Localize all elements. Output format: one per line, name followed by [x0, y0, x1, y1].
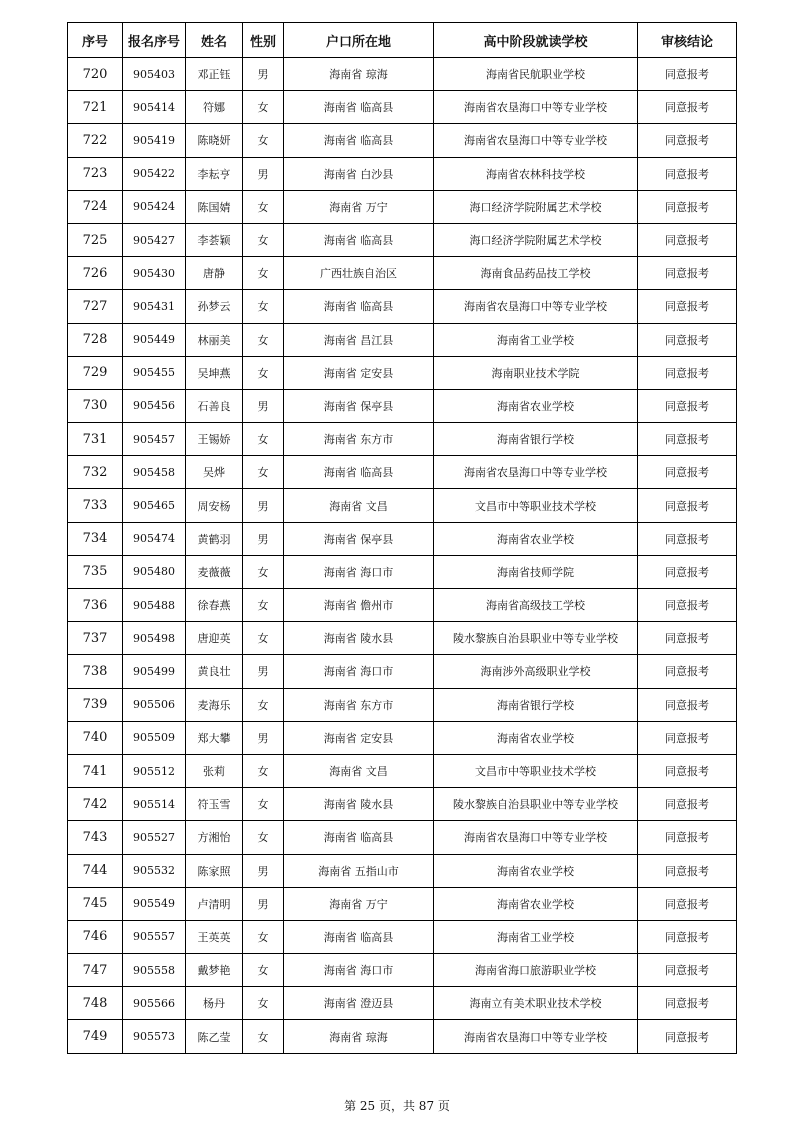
- cell-result: 同意报考: [638, 622, 737, 655]
- table-row: [68, 223, 737, 256]
- cell-gender: 女: [243, 456, 284, 489]
- cell-name: 唐静: [186, 257, 243, 290]
- table-row: [68, 754, 737, 787]
- table-body: [68, 58, 737, 1054]
- table-row: [68, 589, 737, 622]
- cell-gender: 女: [243, 290, 284, 323]
- cell-residence: 海南省 文昌: [284, 754, 434, 787]
- cell-name: 黄良壮: [186, 655, 243, 688]
- cell-school: 海南省农垦海口中等专业学校: [434, 1020, 638, 1053]
- cell-name: 王英英: [186, 920, 243, 953]
- table-row: [68, 124, 737, 157]
- cell-name: 陈国婧: [186, 190, 243, 223]
- cell-reg-no: 905430: [123, 257, 186, 290]
- cell-residence: 海南省 保亭县: [284, 389, 434, 422]
- cell-reg-no: 905532: [123, 854, 186, 887]
- cell-name: 陈晓妍: [186, 124, 243, 157]
- cell-reg-no: 905474: [123, 522, 186, 555]
- cell-seq: 725: [68, 223, 123, 256]
- cell-residence: 广西壮族自治区: [284, 257, 434, 290]
- cell-seq: 731: [68, 423, 123, 456]
- cell-seq: 727: [68, 290, 123, 323]
- cell-seq: 746: [68, 920, 123, 953]
- cell-result: 同意报考: [638, 754, 737, 787]
- cell-residence: 海南省 海口市: [284, 555, 434, 588]
- cell-residence: 海南省 琼海: [284, 1020, 434, 1053]
- cell-residence: 海南省 定安县: [284, 721, 434, 754]
- cell-name: 麦薇薇: [186, 555, 243, 588]
- cell-school: 海南省农业学校: [434, 887, 638, 920]
- cell-gender: 女: [243, 589, 284, 622]
- cell-name: 符娜: [186, 91, 243, 124]
- cell-school: 海南省农垦海口中等专业学校: [434, 821, 638, 854]
- cell-gender: 女: [243, 356, 284, 389]
- cell-result: 同意报考: [638, 987, 737, 1020]
- cell-residence: 海南省 海口市: [284, 954, 434, 987]
- cell-result: 同意报考: [638, 555, 737, 588]
- cell-school: 海南省民航职业学校: [434, 58, 638, 91]
- cell-name: 陈乙莹: [186, 1020, 243, 1053]
- cell-reg-no: 905509: [123, 721, 186, 754]
- header-gender: 性别: [243, 23, 284, 58]
- cell-result: 同意报考: [638, 489, 737, 522]
- cell-name: 李耘亨: [186, 157, 243, 190]
- table-row: [68, 190, 737, 223]
- cell-result: 同意报考: [638, 124, 737, 157]
- cell-seq: 743: [68, 821, 123, 854]
- cell-reg-no: 905499: [123, 655, 186, 688]
- cell-seq: 730: [68, 389, 123, 422]
- table-row: [68, 257, 737, 290]
- cell-school: 海口经济学院附属艺术学校: [434, 223, 638, 256]
- table-row: [68, 423, 737, 456]
- cell-residence: 海南省 临高县: [284, 920, 434, 953]
- cell-result: 同意报考: [638, 389, 737, 422]
- cell-school: 海南省农业学校: [434, 389, 638, 422]
- cell-result: 同意报考: [638, 290, 737, 323]
- cell-seq: 744: [68, 854, 123, 887]
- cell-residence: 海南省 临高县: [284, 91, 434, 124]
- cell-gender: 女: [243, 91, 284, 124]
- cell-school: 文昌市中等职业技术学校: [434, 489, 638, 522]
- cell-reg-no: 905419: [123, 124, 186, 157]
- cell-name: 杨丹: [186, 987, 243, 1020]
- cell-school: 海南省高级技工学校: [434, 589, 638, 622]
- cell-residence: 海南省 万宁: [284, 887, 434, 920]
- cell-gender: 女: [243, 954, 284, 987]
- table-row: [68, 821, 737, 854]
- cell-school: 海南省农业学校: [434, 721, 638, 754]
- cell-residence: 海南省 临高县: [284, 821, 434, 854]
- cell-seq: 721: [68, 91, 123, 124]
- cell-name: 符玉雪: [186, 788, 243, 821]
- cell-result: 同意报考: [638, 589, 737, 622]
- cell-reg-no: 905424: [123, 190, 186, 223]
- cell-residence: 海南省 白沙县: [284, 157, 434, 190]
- cell-gender: 女: [243, 1020, 284, 1053]
- cell-reg-no: 905457: [123, 423, 186, 456]
- cell-residence: 海南省 昌江县: [284, 323, 434, 356]
- cell-name: 唐迎英: [186, 622, 243, 655]
- cell-reg-no: 905506: [123, 688, 186, 721]
- table-row: [68, 954, 737, 987]
- cell-seq: 720: [68, 58, 123, 91]
- cell-residence: 海南省 定安县: [284, 356, 434, 389]
- cell-seq: 722: [68, 124, 123, 157]
- cell-seq: 724: [68, 190, 123, 223]
- cell-residence: 海南省 临高县: [284, 124, 434, 157]
- cell-residence: 海南省 陵水县: [284, 788, 434, 821]
- cell-name: 麦海乐: [186, 688, 243, 721]
- cell-reg-no: 905488: [123, 589, 186, 622]
- cell-result: 同意报考: [638, 91, 737, 124]
- cell-residence: 海南省 儋州市: [284, 589, 434, 622]
- cell-reg-no: 905431: [123, 290, 186, 323]
- cell-residence: 海南省 海口市: [284, 655, 434, 688]
- cell-gender: 女: [243, 688, 284, 721]
- table-row: [68, 887, 737, 920]
- table-row: [68, 788, 737, 821]
- cell-seq: 736: [68, 589, 123, 622]
- cell-result: 同意报考: [638, 655, 737, 688]
- table-row: [68, 655, 737, 688]
- cell-gender: 男: [243, 721, 284, 754]
- cell-residence: 海南省 文昌: [284, 489, 434, 522]
- cell-seq: 723: [68, 157, 123, 190]
- cell-school: 陵水黎族自治县职业中等专业学校: [434, 622, 638, 655]
- table-row: [68, 456, 737, 489]
- cell-gender: 女: [243, 754, 284, 787]
- header-school: 高中阶段就读学校: [434, 23, 638, 58]
- cell-gender: 女: [243, 788, 284, 821]
- cell-reg-no: 905498: [123, 622, 186, 655]
- cell-seq: 742: [68, 788, 123, 821]
- cell-seq: 739: [68, 688, 123, 721]
- cell-reg-no: 905456: [123, 389, 186, 422]
- cell-seq: 729: [68, 356, 123, 389]
- header-name: 姓名: [186, 23, 243, 58]
- cell-result: 同意报考: [638, 190, 737, 223]
- cell-seq: 735: [68, 555, 123, 588]
- cell-gender: 女: [243, 423, 284, 456]
- cell-name: 周安杨: [186, 489, 243, 522]
- cell-reg-no: 905566: [123, 987, 186, 1020]
- cell-seq: 728: [68, 323, 123, 356]
- cell-result: 同意报考: [638, 157, 737, 190]
- cell-school: 海南省农垦海口中等专业学校: [434, 456, 638, 489]
- cell-school: 海南省农林科技学校: [434, 157, 638, 190]
- cell-gender: 男: [243, 489, 284, 522]
- cell-gender: 男: [243, 887, 284, 920]
- cell-gender: 女: [243, 622, 284, 655]
- cell-residence: 海南省 陵水县: [284, 622, 434, 655]
- cell-gender: 男: [243, 157, 284, 190]
- header-seq: 序号: [68, 23, 123, 58]
- cell-reg-no: 905512: [123, 754, 186, 787]
- table-row: [68, 920, 737, 953]
- cell-gender: 女: [243, 323, 284, 356]
- table-header-row: [68, 23, 737, 58]
- cell-result: 同意报考: [638, 721, 737, 754]
- cell-school: 海南省工业学校: [434, 323, 638, 356]
- cell-result: 同意报考: [638, 954, 737, 987]
- cell-seq: 747: [68, 954, 123, 987]
- cell-result: 同意报考: [638, 456, 737, 489]
- cell-residence: 海南省 临高县: [284, 290, 434, 323]
- cell-result: 同意报考: [638, 356, 737, 389]
- table-row: [68, 91, 737, 124]
- cell-gender: 男: [243, 522, 284, 555]
- cell-residence: 海南省 五指山市: [284, 854, 434, 887]
- cell-seq: 748: [68, 987, 123, 1020]
- cell-school: 海口经济学院附属艺术学校: [434, 190, 638, 223]
- cell-reg-no: 905449: [123, 323, 186, 356]
- cell-name: 郑大攀: [186, 721, 243, 754]
- cell-school: 海南立有美术职业技术学校: [434, 987, 638, 1020]
- cell-gender: 女: [243, 555, 284, 588]
- cell-school: 陵水黎族自治县职业中等专业学校: [434, 788, 638, 821]
- table-row: [68, 987, 737, 1020]
- cell-school: 海南省技师学院: [434, 555, 638, 588]
- cell-result: 同意报考: [638, 257, 737, 290]
- cell-name: 邓正钰: [186, 58, 243, 91]
- cell-name: 王锡娇: [186, 423, 243, 456]
- page-footer: 第 25 页，共 87 页: [344, 1099, 450, 1113]
- cell-result: 同意报考: [638, 887, 737, 920]
- cell-name: 卢清明: [186, 887, 243, 920]
- cell-reg-no: 905458: [123, 456, 186, 489]
- cell-school: 海南省农业学校: [434, 854, 638, 887]
- cell-seq: 733: [68, 489, 123, 522]
- cell-residence: 海南省 万宁: [284, 190, 434, 223]
- cell-result: 同意报考: [638, 58, 737, 91]
- cell-seq: 749: [68, 1020, 123, 1053]
- table-row: [68, 356, 737, 389]
- cell-result: 同意报考: [638, 423, 737, 456]
- cell-result: 同意报考: [638, 223, 737, 256]
- cell-gender: 女: [243, 223, 284, 256]
- cell-gender: 男: [243, 655, 284, 688]
- cell-name: 戴梦艳: [186, 954, 243, 987]
- cell-name: 黄鹤羽: [186, 522, 243, 555]
- cell-school: 海南省农垦海口中等专业学校: [434, 91, 638, 124]
- cell-reg-no: 905422: [123, 157, 186, 190]
- table-row: [68, 58, 737, 91]
- cell-name: 孙梦云: [186, 290, 243, 323]
- cell-reg-no: 905558: [123, 954, 186, 987]
- table-row: [68, 157, 737, 190]
- table-row: [68, 555, 737, 588]
- cell-school: 海南省海口旅游职业学校: [434, 954, 638, 987]
- cell-reg-no: 905557: [123, 920, 186, 953]
- cell-reg-no: 905465: [123, 489, 186, 522]
- cell-residence: 海南省 保亭县: [284, 522, 434, 555]
- header-result: 审核结论: [638, 23, 737, 58]
- cell-reg-no: 905514: [123, 788, 186, 821]
- cell-reg-no: 905549: [123, 887, 186, 920]
- cell-gender: 女: [243, 920, 284, 953]
- cell-reg-no: 905527: [123, 821, 186, 854]
- cell-school: 海南食品药品技工学校: [434, 257, 638, 290]
- cell-residence: 海南省 东方市: [284, 688, 434, 721]
- cell-gender: 女: [243, 821, 284, 854]
- table-row: [68, 688, 737, 721]
- cell-gender: 男: [243, 854, 284, 887]
- table-row: [68, 323, 737, 356]
- cell-name: 方湘怡: [186, 821, 243, 854]
- cell-seq: 745: [68, 887, 123, 920]
- cell-school: 海南省银行学校: [434, 423, 638, 456]
- table-row: [68, 854, 737, 887]
- cell-result: 同意报考: [638, 323, 737, 356]
- cell-name: 张莉: [186, 754, 243, 787]
- cell-seq: 726: [68, 257, 123, 290]
- cell-seq: 737: [68, 622, 123, 655]
- cell-school: 海南涉外高级职业学校: [434, 655, 638, 688]
- cell-result: 同意报考: [638, 821, 737, 854]
- cell-school: 海南省农垦海口中等专业学校: [434, 290, 638, 323]
- cell-name: 石善良: [186, 389, 243, 422]
- cell-school: 海南职业技术学院: [434, 356, 638, 389]
- cell-result: 同意报考: [638, 1020, 737, 1053]
- cell-seq: 741: [68, 754, 123, 787]
- cell-name: 吴坤燕: [186, 356, 243, 389]
- cell-residence: 海南省 临高县: [284, 223, 434, 256]
- cell-result: 同意报考: [638, 688, 737, 721]
- cell-gender: 男: [243, 389, 284, 422]
- cell-result: 同意报考: [638, 854, 737, 887]
- table-row: [68, 290, 737, 323]
- cell-reg-no: 905427: [123, 223, 186, 256]
- table-row: [68, 1020, 737, 1053]
- cell-school: 海南省银行学校: [434, 688, 638, 721]
- table-row: [68, 721, 737, 754]
- cell-residence: 海南省 澄迈县: [284, 987, 434, 1020]
- table-row: [68, 622, 737, 655]
- cell-residence: 海南省 临高县: [284, 456, 434, 489]
- cell-school: 海南省农垦海口中等专业学校: [434, 124, 638, 157]
- cell-school: 海南省农业学校: [434, 522, 638, 555]
- cell-result: 同意报考: [638, 920, 737, 953]
- header-residence: 户口所在地: [284, 23, 434, 58]
- cell-gender: 男: [243, 58, 284, 91]
- cell-gender: 女: [243, 190, 284, 223]
- table-row: [68, 489, 737, 522]
- cell-gender: 女: [243, 987, 284, 1020]
- cell-name: 陈家照: [186, 854, 243, 887]
- cell-name: 李荟颖: [186, 223, 243, 256]
- cell-gender: 女: [243, 124, 284, 157]
- cell-reg-no: 905403: [123, 58, 186, 91]
- header-reg-no: 报名序号: [123, 23, 186, 58]
- cell-seq: 732: [68, 456, 123, 489]
- cell-reg-no: 905455: [123, 356, 186, 389]
- cell-name: 徐春燕: [186, 589, 243, 622]
- table-row: [68, 389, 737, 422]
- cell-residence: 海南省 琼海: [284, 58, 434, 91]
- cell-school: 海南省工业学校: [434, 920, 638, 953]
- table-row: [68, 522, 737, 555]
- cell-name: 林丽美: [186, 323, 243, 356]
- cell-reg-no: 905414: [123, 91, 186, 124]
- cell-reg-no: 905573: [123, 1020, 186, 1053]
- cell-result: 同意报考: [638, 788, 737, 821]
- cell-gender: 女: [243, 257, 284, 290]
- cell-reg-no: 905480: [123, 555, 186, 588]
- cell-name: 吴烨: [186, 456, 243, 489]
- cell-result: 同意报考: [638, 522, 737, 555]
- cell-seq: 734: [68, 522, 123, 555]
- cell-seq: 738: [68, 655, 123, 688]
- cell-residence: 海南省 东方市: [284, 423, 434, 456]
- cell-school: 文昌市中等职业技术学校: [434, 754, 638, 787]
- applicant-table: [67, 22, 737, 1054]
- cell-seq: 740: [68, 721, 123, 754]
